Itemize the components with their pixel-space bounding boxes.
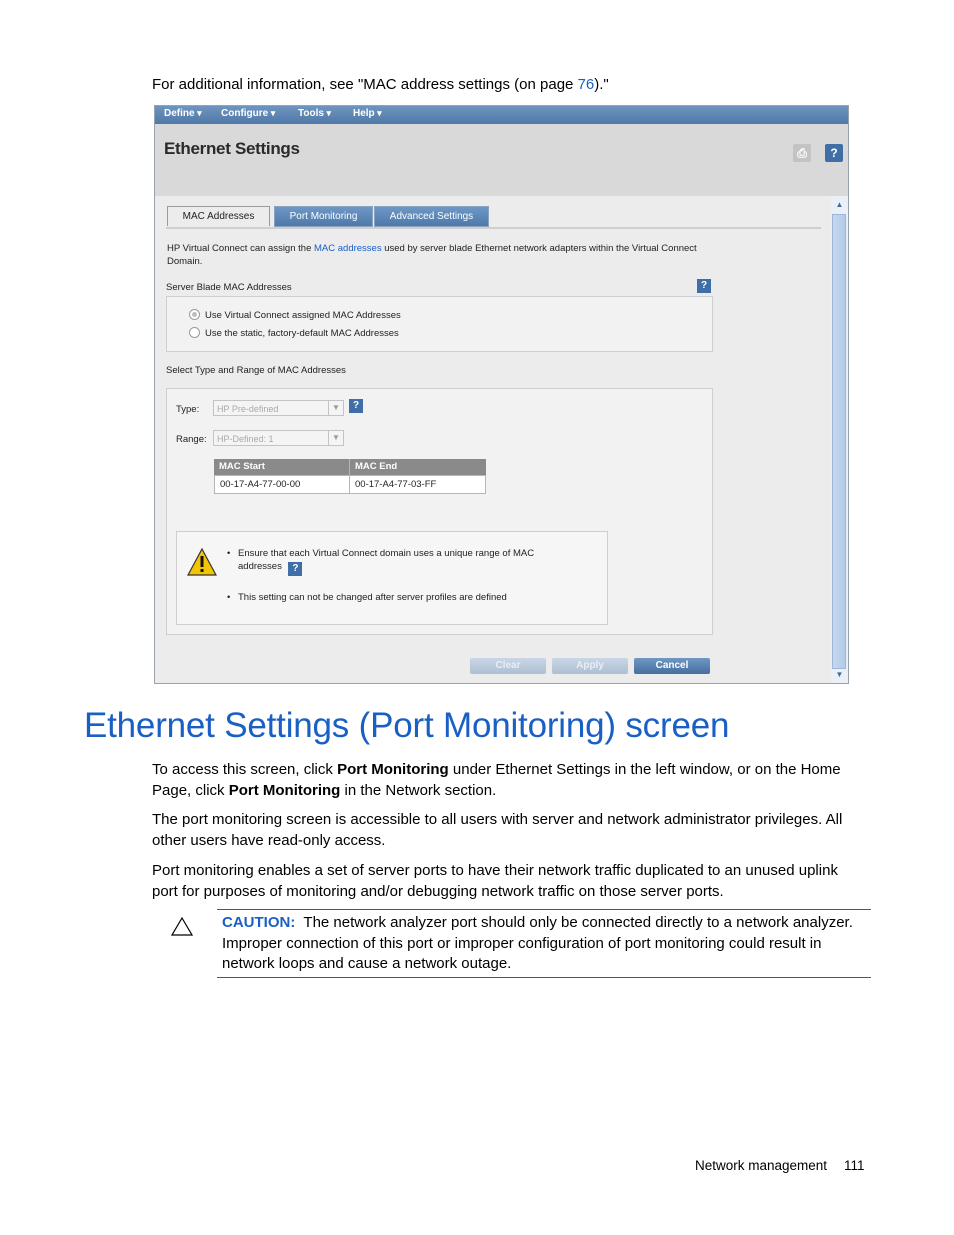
section-server-blade-title: Server Blade MAC Addresses — [166, 282, 292, 293]
warning-bullet: • — [227, 548, 231, 559]
caution-label: CAUTION: — [222, 914, 296, 931]
chevron-down-icon: ▼ — [328, 431, 343, 445]
range-select-value: HP-Defined: 1 — [217, 434, 274, 444]
scrollbar-thumb[interactable] — [832, 214, 846, 669]
warning-bullet: • — [227, 592, 231, 603]
description-text: HP Virtual Connect can assign the — [167, 243, 314, 254]
menu-help[interactable]: Help ▾ — [353, 108, 382, 119]
type-range-box — [166, 388, 713, 635]
menu-configure[interactable]: Configure ▾ — [221, 108, 275, 119]
paragraph-port-monitoring: Port monitoring enables a set of server ports to have their network traffic duplicated to an unused uplink port for purposes of monitoring and/or debugging network traffic on those server ports. — [152, 862, 838, 900]
tab-port-monitoring[interactable]: Port Monitoring — [274, 206, 373, 227]
apply-button[interactable]: Apply — [552, 658, 628, 674]
scroll-down-icon[interactable]: ▼ — [835, 670, 844, 679]
chevron-down-icon: ▼ — [328, 401, 343, 415]
ethernet-settings-screenshot — [154, 105, 849, 684]
paragraph-access — [152, 760, 867, 801]
table-cell-mac-end: 00-17-A4-77-03-FF — [350, 476, 485, 493]
table-cell-mac-start: 00-17-A4-77-00-00 — [215, 476, 349, 493]
caution-icon — [171, 917, 193, 936]
para1-text-3: in the Network section. — [340, 781, 497, 799]
caution-bottom-rule — [217, 977, 871, 978]
range-select[interactable] — [213, 430, 344, 446]
intro-after: )." — [594, 76, 609, 93]
table-header-mac-start: MAC Start — [214, 459, 349, 475]
caution-top-rule — [217, 909, 871, 910]
print-icon[interactable]: ⎙ — [793, 144, 811, 162]
caution-text: The network analyzer port should only be connected directly to a network analyzer. Improper connection of this port or improper configuration of port monitoring could result in network loops and cause a network outage. — [222, 914, 853, 972]
description-text-end: used by server blade Ethernet network adapters within the Virtual Connect Domain. — [167, 243, 697, 267]
warning-icon — [187, 548, 217, 576]
table-header-mac-end: MAC End — [350, 459, 486, 475]
radio-vc-assigned[interactable] — [189, 309, 200, 320]
menu-bar — [155, 106, 848, 124]
help-icon[interactable]: ? — [825, 144, 843, 162]
radio-vc-assigned-label: Use Virtual Connect assigned MAC Addresses — [205, 310, 401, 321]
mac-description — [167, 242, 697, 268]
paragraph-privileges: The port monitoring screen is accessible to all users with server and network administrator privileges. All other users have read-only access. — [152, 811, 843, 849]
help-icon[interactable]: ? — [288, 562, 302, 576]
range-label: Range: — [176, 434, 207, 445]
section-type-range-title: Select Type and Range of MAC Addresses — [166, 365, 346, 376]
radio-factory-default[interactable] — [189, 327, 200, 338]
tab-underline — [166, 227, 821, 229]
para1-bold-port-monitoring-2: Port Monitoring — [228, 781, 341, 799]
warning-cannot-change: This setting can not be changed after server profiles are defined — [238, 592, 507, 603]
footer-section: Network management — [695, 1158, 828, 1173]
page-link[interactable]: 76 — [577, 76, 595, 93]
menu-tools[interactable]: Tools ▾ — [298, 108, 331, 119]
screen-title: Ethernet Settings — [164, 139, 300, 158]
menu-define[interactable]: Define ▾ — [164, 108, 202, 119]
clear-button[interactable]: Clear — [470, 658, 546, 674]
cancel-button[interactable]: Cancel — [634, 658, 710, 674]
warning-box — [176, 531, 608, 625]
type-label: Type: — [176, 404, 200, 415]
scroll-up-icon[interactable]: ▲ — [835, 200, 844, 209]
type-select-value: HP Pre-defined — [217, 404, 279, 414]
mac-range-table — [214, 459, 486, 494]
para1-text-2: under Ethernet Settings in the left window, or on the Home Page, click — [152, 761, 841, 799]
para1-text: To access this screen, click — [152, 761, 338, 778]
section-heading: Ethernet Settings (Port Monitoring) screen — [84, 706, 730, 745]
warning-unique-range — [238, 547, 568, 574]
footer-page-number: 111 — [844, 1158, 865, 1173]
caution-note — [222, 913, 867, 975]
warning-unique-range-text: Ensure that each Virtual Connect domain uses a unique range of MAC addresses — [238, 548, 535, 572]
para1-bold-port-monitoring: Port Monitoring — [337, 761, 449, 778]
help-icon[interactable]: ? — [349, 399, 363, 413]
intro-text — [152, 75, 609, 96]
radio-factory-default-label: Use the static, factory-default MAC Addresses — [205, 328, 399, 339]
help-icon[interactable]: ? — [697, 279, 711, 293]
server-blade-box — [166, 296, 713, 352]
type-select[interactable] — [213, 400, 344, 416]
title-bar — [155, 124, 848, 196]
tab-advanced-settings[interactable]: Advanced Settings — [374, 206, 489, 227]
tab-mac-addresses[interactable]: MAC Addresses — [167, 206, 270, 226]
mac-addresses-link[interactable]: MAC addresses — [314, 243, 382, 254]
intro-before: For additional information, see "MAC address settings (on page — [152, 76, 578, 93]
